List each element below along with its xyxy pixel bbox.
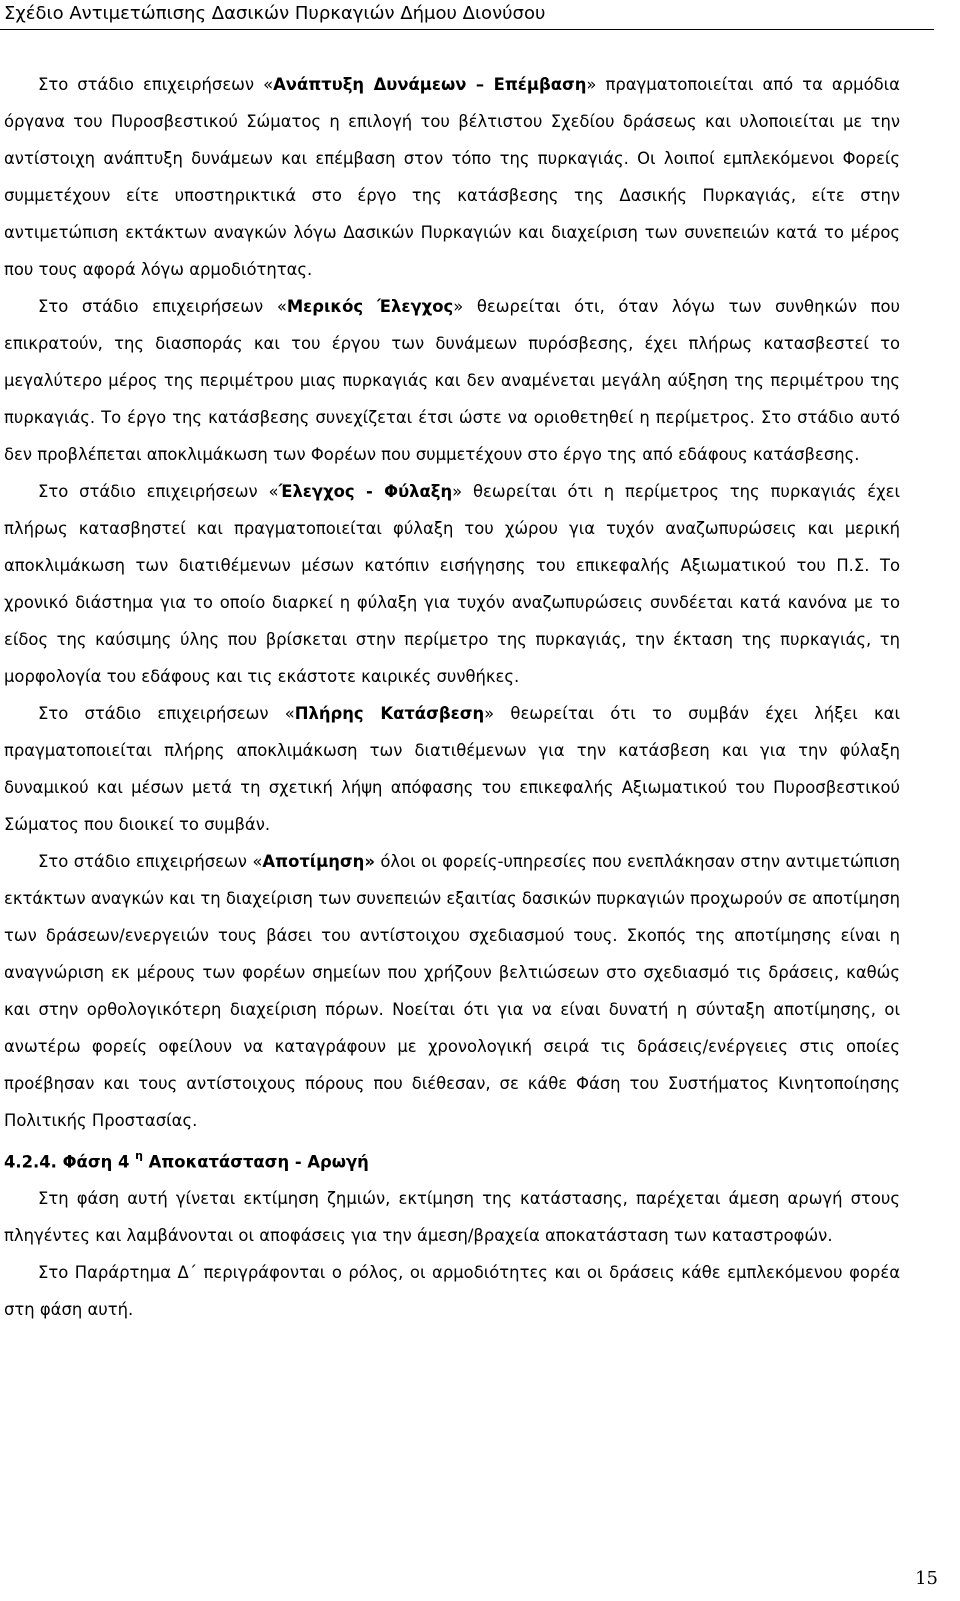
- text-run: » θεωρείται ότι η περίμετρος της πυρκαγιάς έχει πλήρως κατασβηστεί και πραγματοποιείται φύλαξη του χώρου για τυχόν αναζωπυρώσεις και μερική αποκλιμάκωση των διατιθέμενων μέσων κατόπιν εισήγησης του επικεφαλής Αξιωματικού του Π.Σ. Το χρονικό διάστημα για το οποίο διαρκεί η φύλαξη για τυχόν αναζωπυρώσεις συνδέεται κατά κανόνα με το είδος της καύσιμης ύλης που βρίσκεται στην περίμετρο της πυρκαγιάς, την έκταση της πυρκαγιάς, τη μορφολογία του εδάφους και τις εκάστοτε καιρικές συνθήκες.: [4, 482, 900, 686]
- text-run: » θεωρείται ότι το συμβάν έχει λήξει και πραγματοποιείται πλήρης αποκλιμάκωση των διατιθέμενων για την κατάσβεση και για την φύλαξη δυναμικού και μέσων μετά τη σχετική λήψη απόφασης του επικεφαλής Αξιωματικού του Πυροσβεστικού Σώματος που διοικεί το συμβάν.: [4, 704, 900, 834]
- paragraph-anaptyxi: [4, 66, 900, 288]
- section-heading: [4, 1139, 900, 1180]
- section-number: 4.2.4.: [4, 1152, 57, 1172]
- bold-term: Αποτίμηση»: [262, 852, 375, 871]
- text-run: Στο στάδιο επιχειρήσεων «: [38, 297, 287, 316]
- paragraph-elegxos-fylaxi: [4, 473, 900, 695]
- section-title: Αποκατάσταση - Αρωγή: [148, 1152, 369, 1172]
- text-run: όλοι οι φορείς-υπηρεσίες που ενεπλάκησαν στην αντιμετώπιση εκτάκτων αναγκών και τη διαχείριση των συνεπειών εξαιτίας δασικών πυρκαγιών προχωρούν σε αποτίμηση των δράσεων/ενεργειών τους βάσει του αντίστοιχου σχεδιασμού τους. Σκοπός της αποτίμησης είναι η αναγνώριση εκ μέρους των φορέων σημείων που χρήζουν βελτιώσεων στο σχεδιασμό τις δράσεις, καθώς και στην ορθολογικότερη διαχείριση πόρων. Νοείται ότι για να είναι δυνατή η σύνταξη αποτίμησης, οι ανωτέρω φορείς οφείλουν να καταγράφουν με χρονολογική σειρά τις δράσεις/ενέργειες στις οποίες προέβησαν και τους αντίστοιχους πόρους που διέθεσαν, σε κάθε Φάση του Συστήματος Κινητοποίησης Πολιτικής Προστασίας.: [4, 852, 900, 1130]
- section-superscript: η: [135, 1149, 143, 1162]
- paragraph-fasi-4: Στη φάση αυτή γίνεται εκτίμηση ζημιών, εκτίμηση της κατάστασης, παρέχεται άμεση αρωγή στους πληγέντες και λαμβάνονται οι αποφάσεις για την άμεση/βραχεία αποκατάσταση των καταστροφών.: [4, 1189, 900, 1246]
- bold-term: Πλήρης Κατάσβεση: [294, 704, 485, 723]
- text-run: » θεωρείται ότι, όταν λόγω των συνθηκών που επικρατούν, της διασποράς και του έργου των δυνάμεων πυρόσβεσης, έχει πλήρως κατασβεστεί το μεγαλύτερο μέρος της περιμέτρου μιας πυρκαγιάς και δεν αναμένεται μεγάλη αύξηση της περιμέτρου της πυρκαγιάς. Το έργο της κατάσβεσης συνεχίζεται έτσι ώστε να οριοθετηθεί η περίμετρος. Στο στάδιο αυτό δεν προβλέπεται αποκλιμάκωση των Φορέων που συμμετέχουν στο έργο της από εδάφους κατάσβεσης.: [4, 297, 900, 464]
- document-body: [4, 66, 900, 1328]
- text-run: Στο στάδιο επιχειρήσεων «: [38, 75, 274, 94]
- paragraph-pliris-katasvesi: [4, 695, 900, 843]
- page-header: Σχέδιο Αντιμετώπισης Δασικών Πυρκαγιών Δήμου Διονύσου: [0, 0, 934, 30]
- text-run: Στο στάδιο επιχειρήσεων «: [38, 704, 295, 723]
- bold-term: Ανάπτυξη Δυνάμεων – Επέμβαση: [273, 75, 587, 94]
- bold-term: Μερικός Έλεγχος: [286, 297, 454, 316]
- text-run: » πραγματοποιείται από τα αρμόδια όργανα του Πυροσβεστικού Σώματος η επιλογή του βέλτιστου Σχεδίου δράσεως και υλοποιείται με την αντίστοιχη ανάπτυξη δυνάμεων και επέμβαση στον τόπο της πυρκαγιάς. Οι λοιποί εμπλεκόμενοι Φορείς συμμετέχουν είτε υποστηρικτικά στο έργο της κατάσβεσης της Δασικής Πυρκαγιάς, είτε στην αντιμετώπιση εκτάκτων αναγκών λόγω Δασικών Πυρκαγιών και διαχείριση των συνεπειών κατά το μέρος που τους αφορά λόγω αρμοδιότητας.: [4, 75, 900, 279]
- text-run: Στο στάδιο επιχειρήσεων «: [38, 852, 263, 871]
- paragraph-parartima: Στο Παράρτημα Δ΄ περιγράφονται ο ρόλος, οι αρμοδιότητες και οι δράσεις κάθε εμπλεκόμενου φορέα στη φάση αυτή.: [4, 1263, 900, 1320]
- paragraph-apotimisi: [4, 843, 900, 1139]
- section-title: Φάση 4: [62, 1152, 130, 1172]
- text-run: Στο στάδιο επιχειρήσεων «: [38, 482, 279, 501]
- page-number: 15: [915, 1568, 938, 1589]
- paragraph-merikos-elegxos: [4, 288, 900, 473]
- bold-term: Έλεγχος - Φύλαξη: [278, 482, 453, 501]
